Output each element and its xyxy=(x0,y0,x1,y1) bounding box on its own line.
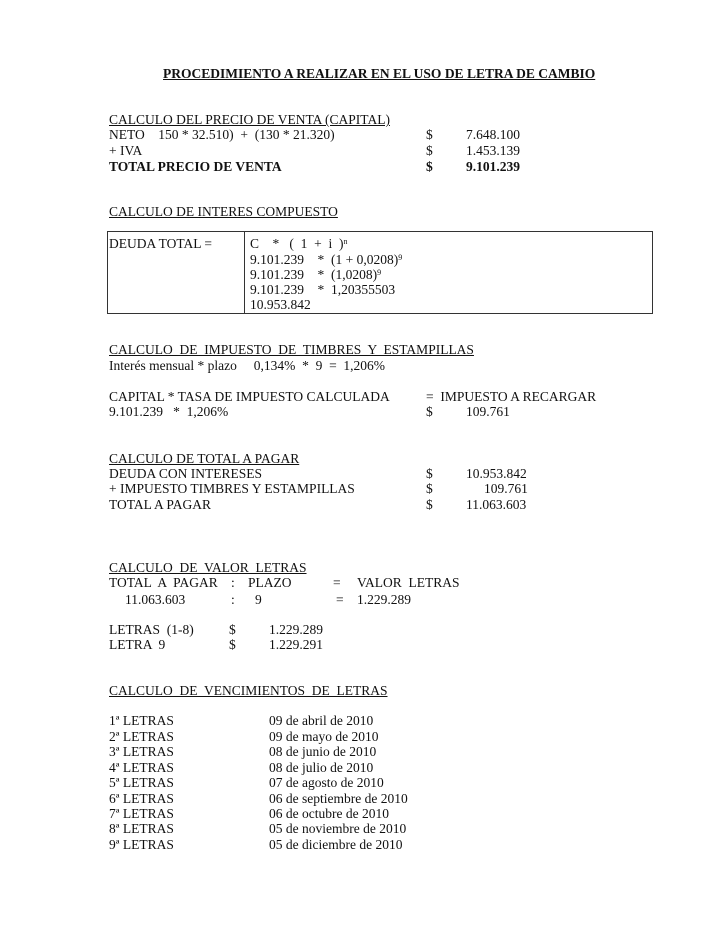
letras-1-8-currency: $ xyxy=(229,622,236,637)
vencimiento-date: 07 de agosto de 2010 xyxy=(269,775,384,790)
total-pagar-label: TOTAL A PAGAR xyxy=(109,497,211,512)
letra-9-currency: $ xyxy=(229,637,236,652)
interes-formula-1-exp: n xyxy=(343,237,348,246)
total-deuda-label: DEUDA CON INTERESES xyxy=(109,466,263,481)
vencimiento-label: 7ª LETRAS xyxy=(109,806,174,821)
vencimiento-label: 8ª LETRAS xyxy=(109,821,174,836)
interes-formula-2-exp: 9 xyxy=(398,253,403,262)
vencimiento-label: 1ª LETRAS xyxy=(109,713,174,728)
interes-label: DEUDA TOTAL = xyxy=(109,236,213,251)
total-pagar-value: 11.063.603 xyxy=(466,497,527,512)
valor-plazo-value: 9 xyxy=(255,592,262,607)
impuesto-line-2-left: CAPITAL * TASA DE IMPUESTO CALCULADA xyxy=(109,389,390,404)
vencimiento-label: 6ª LETRAS xyxy=(109,791,174,806)
valor-header-colon: : xyxy=(231,575,235,590)
interes-formula-4: 9.101.239 * 1,20355503 xyxy=(250,282,396,297)
letras-1-8-label: LETRAS (1-8) xyxy=(109,622,194,637)
vencimiento-label: 2ª LETRAS xyxy=(109,729,174,744)
vencimiento-date: 05 de noviembre de 2010 xyxy=(269,821,407,836)
vencimiento-label: 4ª LETRAS xyxy=(109,760,174,775)
total-impuesto-currency: $ xyxy=(426,481,433,496)
valor-heading: CALCULO DE VALOR LETRAS xyxy=(109,560,307,575)
vencimiento-date: 06 de septiembre de 2010 xyxy=(269,791,408,806)
letra-9-label: LETRA 9 xyxy=(109,637,166,652)
precio-iva-label: + IVA xyxy=(109,143,143,158)
valor-header-total: TOTAL A PAGAR xyxy=(109,575,218,590)
interes-formula-2: 9.101.239 * $(1 + 0,0208)^9$ xyxy=(250,252,403,267)
vencimiento-label: 9ª LETRAS xyxy=(109,837,174,852)
precio-iva-value: 1.453.139 xyxy=(466,143,520,158)
letra-9-value: 1.229.291 xyxy=(269,637,323,652)
valor-colon: : xyxy=(231,592,235,607)
total-deuda-currency: $ xyxy=(426,466,433,481)
precio-neto-label: NETO 150 * 32.510) + (130 * 21.320) xyxy=(109,127,335,142)
vencimiento-label: 3ª LETRAS xyxy=(109,744,174,759)
precio-iva-currency: $ xyxy=(426,143,433,158)
precio-neto-value: 7.648.100 xyxy=(466,127,520,142)
interes-heading: CALCULO DE INTERES COMPUESTO xyxy=(109,204,338,219)
interes-box-divider xyxy=(244,231,245,314)
total-impuesto-label: + IMPUESTO TIMBRES Y ESTAMPILLAS xyxy=(109,481,355,496)
valor-header-valor: VALOR LETRAS xyxy=(357,575,460,590)
vencimiento-date: 09 de abril de 2010 xyxy=(269,713,374,728)
vencimiento-date: 09 de mayo de 2010 xyxy=(269,729,379,744)
precio-total-label: TOTAL PRECIO DE VENTA xyxy=(109,159,282,174)
precio-heading: CALCULO DEL PRECIO DE VENTA (CAPITAL) xyxy=(109,112,390,127)
interes-formula-1: C * ( 1 + i )$^n$ xyxy=(250,236,348,251)
valor-total-value: 11.063.603 xyxy=(125,592,186,607)
total-impuesto-value: 109.761 xyxy=(484,481,528,496)
impuesto-line-3-currency: $ xyxy=(426,404,433,419)
precio-total-value: 9.101.239 xyxy=(466,159,520,174)
impuesto-line-3-value: 109.761 xyxy=(466,404,510,419)
interes-formula-3: 9.101.239 * $(1,0208)^9$ xyxy=(250,267,382,282)
vencimientos-heading: CALCULO DE VENCIMIENTOS DE LETRAS xyxy=(109,683,388,698)
precio-neto-currency: $ xyxy=(426,127,433,142)
page-title: PROCEDIMIENTO A REALIZAR EN EL USO DE LETRA DE CAMBIO xyxy=(163,66,596,81)
vencimiento-label: 5ª LETRAS xyxy=(109,775,174,790)
total-pagar-currency: $ xyxy=(426,497,433,512)
interes-formula-3-exp: 9 xyxy=(377,268,382,277)
impuesto-heading: CALCULO DE IMPUESTO DE TIMBRES Y ESTAMPILLAS xyxy=(109,342,474,357)
total-deuda-value: 10.953.842 xyxy=(466,466,527,481)
vencimiento-date: 05 de diciembre de 2010 xyxy=(269,837,403,852)
vencimiento-date: 08 de junio de 2010 xyxy=(269,744,377,759)
impuesto-line-3-left: 9.101.239 * 1,206% xyxy=(109,404,229,419)
interes-formula-5: 10.953.842 xyxy=(250,297,311,312)
valor-header-equals: = xyxy=(333,575,341,590)
impuesto-line-1: Interés mensual * plazo 0,134% * 9 = 1,206% xyxy=(109,358,386,373)
precio-total-currency: $ xyxy=(426,159,433,174)
letras-1-8-value: 1.229.289 xyxy=(269,622,323,637)
valor-equals: = xyxy=(336,592,344,607)
valor-letras-value: 1.229.289 xyxy=(357,592,411,607)
vencimiento-date: 06 de octubre de 2010 xyxy=(269,806,389,821)
total-heading: CALCULO DE TOTAL A PAGAR xyxy=(109,451,300,466)
vencimiento-date: 08 de julio de 2010 xyxy=(269,760,374,775)
valor-header-plazo: PLAZO xyxy=(248,575,292,590)
impuesto-line-2-right: = IMPUESTO A RECARGAR xyxy=(426,389,597,404)
